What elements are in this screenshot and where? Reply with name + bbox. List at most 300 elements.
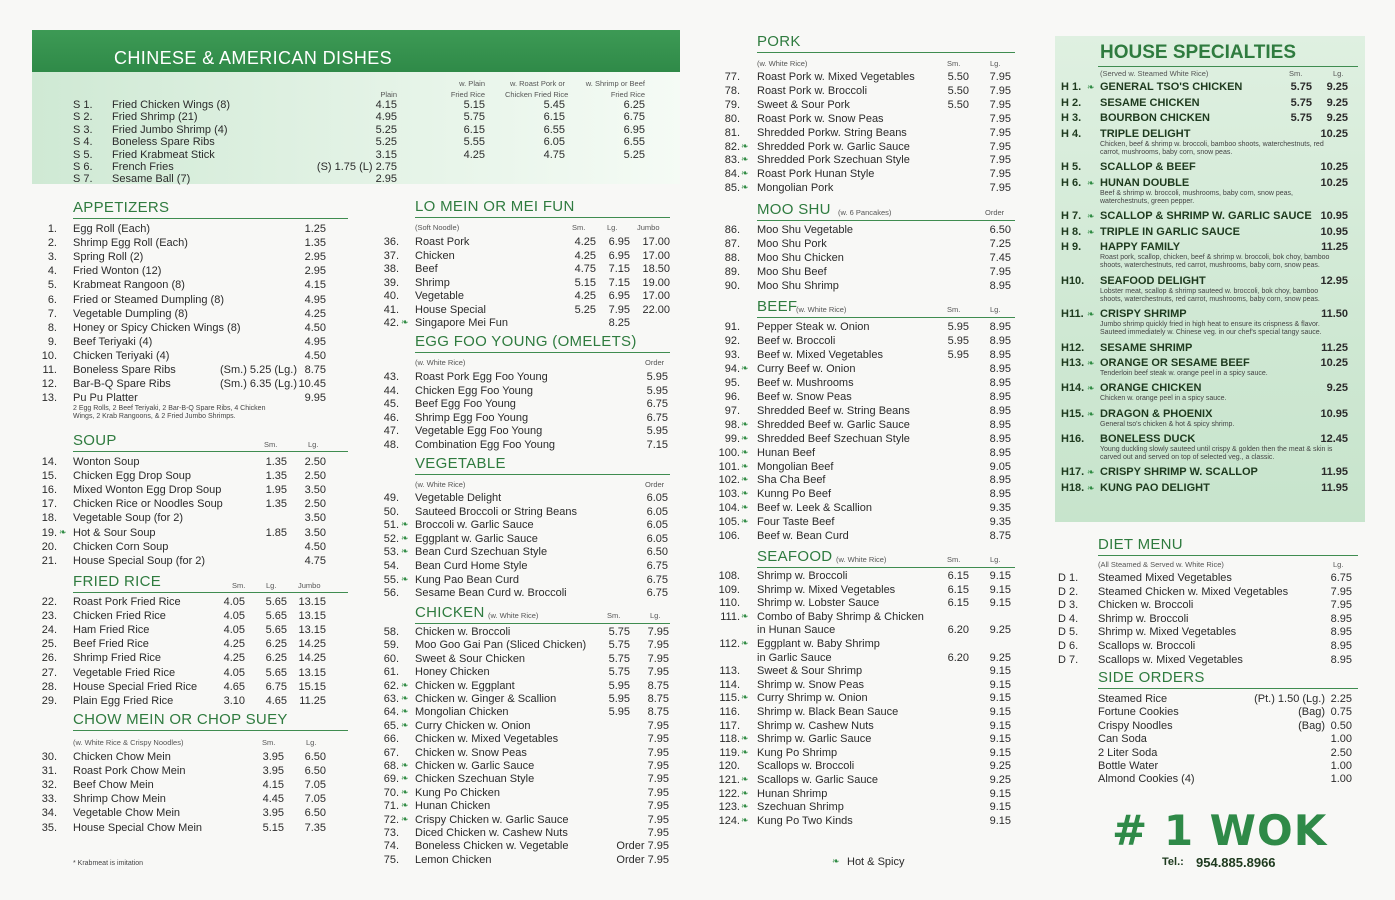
menu-item-name: Beef w. Leek & Scallion <box>757 502 872 515</box>
section-title: SEAFOOD <box>757 548 833 565</box>
menu-item-number: 2. <box>47 237 57 250</box>
menu-item-price: 5.65 <box>265 624 287 637</box>
menu-item-price: 5.15 <box>463 99 485 111</box>
menu-item-code: S 2. <box>73 111 93 124</box>
menu-item-number: 116. <box>719 706 740 718</box>
menu-item-name: Eggplant w. Garlic Sauce <box>415 532 538 545</box>
menu-item-number: 49. <box>383 492 399 504</box>
menu-item-name: French Fries <box>112 161 174 173</box>
menu-item-number: 25. <box>41 638 57 651</box>
menu-item-number: 1. <box>47 223 57 235</box>
menu-item-name: Eggplant w. Baby Shrimp <box>757 638 880 650</box>
menu-item-name: Shrimp w. Lobster Sauce <box>757 597 880 610</box>
menu-item-name: Moo Shu Vegetable <box>757 224 854 236</box>
menu-item-price: 5.50 <box>947 71 969 83</box>
item-description: Beef & shrimp w. broccoli, mushrooms, baby corn, snow peas, waterchestnuts, green pepper. <box>1100 189 1293 205</box>
menu-item-name: Mongolian Beef <box>757 460 834 473</box>
menu-item-price: 7.35 <box>304 821 326 834</box>
menu-item-price: 3.15 <box>375 148 397 161</box>
menu-item-price: 9.35 <box>989 516 1011 529</box>
menu-item-name: Boneless Spare Ribs <box>73 364 176 376</box>
menu-item-price: 5.75 <box>608 639 630 652</box>
menu-item-price: 2.50 <box>304 498 326 511</box>
menu-item-number: 61. <box>383 666 399 679</box>
chili-pepper-icon: ❧ <box>401 693 409 703</box>
menu-item-price: 9.15 <box>989 570 1011 582</box>
item-description: Lobster meat, scallop & shrimp sauteed w. broccoli, bok choy, bamboo shoots, waterchestnuts, red carrot, mushrooms, baby corn, snow peas. <box>1100 287 1320 303</box>
menu-item-price: 10.95 <box>1320 407 1348 420</box>
menu-item-price: 8.25 <box>608 317 630 329</box>
chili-pepper-icon: ❧ <box>1087 177 1095 188</box>
column-header: Chicken Fried Rice <box>505 90 569 99</box>
chili-pepper-icon: ❧ <box>401 679 409 690</box>
column-header: Sm. <box>572 223 586 232</box>
menu-item-price: 9.15 <box>989 706 1011 718</box>
menu-item-code: H17. <box>1061 466 1085 479</box>
menu-item-price: 9.25 <box>989 774 1011 786</box>
menu-item-name: Wonton Soup <box>73 456 140 468</box>
menu-item-name: Egg Roll (Each) <box>73 223 151 235</box>
menu-item-name: Beef Egg Foo Young <box>415 398 516 410</box>
section-title: HOUSE SPECIALTIES <box>1100 42 1297 63</box>
section-title: LO MEIN OR MEI FUN <box>415 198 575 215</box>
menu-item-code: H 2. <box>1061 96 1082 109</box>
menu-item-price: 1.35 <box>265 470 287 483</box>
menu-item-price: 5.75 <box>608 652 630 665</box>
item-subtitle: (w. White Rice) <box>836 555 887 564</box>
menu-item-name: Shrimp Egg Foo Young <box>415 411 529 424</box>
menu-item-name: Mongolian Chicken <box>415 706 509 719</box>
menu-item-price: 10.95 <box>1320 225 1348 238</box>
menu-item-name: Shrimp w. Snow Peas <box>757 678 864 691</box>
menu-item-name: Scallops w. Broccoli <box>1098 640 1196 652</box>
menu-item-price: 4.25 <box>463 148 485 161</box>
menu-item-name: Sesame Ball (7) <box>112 173 191 186</box>
menu-item-name: ORANGE OR SESAME BEEF <box>1100 357 1250 370</box>
menu-item-price: 6.15 <box>947 597 969 610</box>
menu-item-name: SCALLOP & SHRIMP W. GARLIC SAUCE <box>1100 210 1312 223</box>
menu-item-price: 7.15 <box>608 263 630 275</box>
column-header: Lg. <box>650 611 661 620</box>
menu-item-number: 66. <box>383 733 399 746</box>
menu-item-number: 23. <box>41 610 57 623</box>
item-subtitle: (w. White Rice) <box>796 305 847 314</box>
menu-item-price: 5.95 <box>608 693 630 705</box>
menu-item-number: 11. <box>42 364 57 376</box>
menu-item-name: House Special Fried Rice <box>73 680 198 693</box>
section-title: VEGETABLE <box>415 455 506 472</box>
menu-item-price: 9.25 <box>989 760 1011 773</box>
menu-item-name: Beef Teriyaki (4) <box>73 335 153 348</box>
menu-item-price: 17.00 <box>642 236 670 248</box>
menu-item-name: Chicken Corn Soup <box>73 540 169 553</box>
menu-item-price: 6.05 <box>646 519 668 532</box>
menu-item-name: Plain Egg Fried Rice <box>73 694 174 707</box>
menu-item-price: 8.95 <box>1330 653 1352 666</box>
menu-item-name: Hunan Shrimp <box>757 787 828 800</box>
menu-item-name: Beef w. Mushrooms <box>757 376 854 389</box>
menu-item-price: 4.05 <box>223 624 245 637</box>
menu-item-number: 86. <box>724 224 740 236</box>
menu-item-price: 7.25 <box>989 238 1011 250</box>
menu-item-name: Vegetable Dumpling (8) <box>73 307 188 320</box>
menu-item-name: SESAME SHRIMP <box>1100 341 1193 354</box>
menu-item-name: Sesame Bean Curd w. Broccoli <box>415 587 567 600</box>
menu-item-name: Chicken Egg Foo Young <box>415 384 534 397</box>
menu-item-name: House Special Chow Mein <box>73 821 203 834</box>
menu-item-price: 9.15 <box>989 814 1011 827</box>
section-title: MOO SHU <box>757 201 831 218</box>
menu-item-price: 7.45 <box>989 252 1011 264</box>
menu-item-number: 55. <box>383 573 399 586</box>
section-title: CHINESE & AMERICAN DISHES <box>114 48 393 68</box>
menu-item-number: 114. <box>719 678 740 691</box>
menu-item-size-price: (Sm.) 5.25 (Lg.) <box>219 364 297 376</box>
menu-item-number: 90. <box>724 280 740 292</box>
menu-item-price: 7.95 <box>647 626 669 638</box>
menu-item-price: 7.95 <box>608 303 630 316</box>
section-title: FRIED RICE <box>73 573 162 590</box>
menu-item-price: 5.95 <box>947 348 969 361</box>
column-header: Sm. <box>607 611 621 620</box>
chili-pepper-icon: ❧ <box>741 801 749 812</box>
chili-pepper-icon: ❧ <box>401 317 409 327</box>
menu-item-number: 104. <box>718 502 740 515</box>
menu-item-name: Beef w. Mixed Vegetables <box>757 348 883 361</box>
menu-item-name: Chicken Egg Drop Soup <box>73 470 192 483</box>
menu-item-number: 93. <box>724 348 740 361</box>
menu-item-number: 35. <box>41 821 57 834</box>
menu-item-price: 4.65 <box>265 694 287 707</box>
menu-item-number: 12. <box>41 378 57 391</box>
menu-item-name: Kung Po Shrimp <box>757 746 838 759</box>
menu-item-price: 5.95 <box>646 371 668 383</box>
menu-item-price: 7.95 <box>1330 599 1352 612</box>
menu-item-price: 6.25 <box>265 638 287 651</box>
menu-item-price: 7.95 <box>647 813 669 826</box>
menu-item-name: Chicken Szechuan Style <box>415 773 535 786</box>
menu-item-name: Shrimp Fried Rice <box>73 652 162 665</box>
column-header: Sm. <box>1289 69 1303 78</box>
menu-item-price: 7.05 <box>304 793 326 806</box>
menu-item-price: 12.95 <box>1320 274 1348 287</box>
menu-item-price: 17.00 <box>642 290 670 302</box>
menu-item-number: 52. <box>383 532 399 545</box>
menu-item-name: Kunng Po Beef <box>757 488 832 501</box>
section-divider <box>415 474 670 475</box>
chili-pepper-icon: ❧ <box>401 532 409 543</box>
menu-item-price: 9.25 <box>1326 112 1348 125</box>
menu-item-price: 13.15 <box>298 596 326 608</box>
menu-item-name: Vegetable Delight <box>415 492 502 504</box>
chili-pepper-icon: ❧ <box>741 814 749 825</box>
menu-item-name: Boneless Spare Ribs <box>112 136 215 149</box>
menu-item-price: 5.95 <box>608 706 630 719</box>
chili-pepper-icon: ❧ <box>741 787 749 798</box>
column-header: Sm. <box>232 581 246 590</box>
menu-item-price: 1.85 <box>265 526 287 539</box>
menu-item-name: Chicken w. Ginger & Scallion <box>415 693 557 705</box>
menu-item-price: 4.05 <box>223 610 245 623</box>
menu-item-price: 8.95 <box>989 280 1011 292</box>
menu-item-name: Broccoli w. Garlic Sauce <box>415 519 534 532</box>
column-header: Sm. <box>947 555 961 564</box>
menu-item-price: 14.25 <box>298 652 326 665</box>
menu-item-size-price: (Bag) <box>1298 719 1325 732</box>
menu-item-price: 3.95 <box>262 765 284 778</box>
section-divider <box>73 730 348 731</box>
menu-item-name: Spring Roll (2) <box>73 251 144 264</box>
menu-item-name: Steamed Rice <box>1098 693 1168 705</box>
menu-item-price: 8.95 <box>1330 612 1352 625</box>
menu-item-name: Szechuan Shrimp <box>757 801 844 814</box>
menu-item-name: Shredded Pork w. Garlic Sauce <box>757 140 910 153</box>
menu-item-number: 111. <box>720 610 740 623</box>
menu-item-number: 68. <box>383 760 399 772</box>
menu-item-number: 26. <box>41 652 57 665</box>
menu-item-number: 87. <box>724 238 740 250</box>
menu-item-code: D 7. <box>1058 653 1079 666</box>
menu-item-price: 8.75 <box>989 530 1011 543</box>
menu-item-price: 6.55 <box>623 136 645 149</box>
menu-item-name: Roast Pork Fried Rice <box>73 596 181 608</box>
menu-item-price: 6.05 <box>543 136 565 149</box>
menu-item-price: 7.95 <box>647 652 669 665</box>
menu-item-number: 51. <box>383 519 399 532</box>
item-subtitle: (w. White Rice) <box>757 59 808 68</box>
menu-item-price: 7.95 <box>647 760 669 772</box>
menu-item-name: Krabmeat Rangoon (8) <box>73 279 185 292</box>
menu-item-price: 6.20 <box>947 651 969 664</box>
column-header: w. Roast Pork or <box>509 79 565 88</box>
menu-item-price: 11.25 <box>1321 341 1348 354</box>
menu-item-name: Crispy Noodles <box>1098 719 1173 732</box>
chili-pepper-icon: ❧ <box>401 719 409 730</box>
column-header: Sm. <box>264 440 278 449</box>
menu-item-number: 70. <box>383 786 399 799</box>
menu-item-name: CRISPY SHRIMP W. SCALLOP <box>1100 466 1258 479</box>
menu-item-price: 2.25 <box>1330 693 1352 705</box>
chili-pepper-icon: ❧ <box>401 519 409 530</box>
menu-item-number: 83. <box>724 154 740 167</box>
menu-item-price: 6.75 <box>646 573 668 586</box>
menu-item-number: 64. <box>383 706 399 719</box>
menu-item-number: 85. <box>724 182 740 195</box>
menu-item-price: 4.25 <box>574 236 596 248</box>
menu-item-code: H15. <box>1061 407 1085 420</box>
menu-item-number: 106. <box>718 530 740 543</box>
legend-label: Hot & Spicy <box>847 856 905 868</box>
item-subtitle: (All Steamed & Served w. White Rice) <box>1098 560 1224 569</box>
column-header: Lg. <box>1333 69 1344 78</box>
section-divider <box>415 623 670 624</box>
menu-item-number: 75. <box>383 853 399 866</box>
menu-item-price: 8.95 <box>989 432 1011 445</box>
menu-item-name: Moo Goo Gai Pan (Sliced Chicken) <box>415 639 587 652</box>
menu-item-name: Shredded Pork Szechuan Style <box>757 154 910 167</box>
menu-item-code: H 6. <box>1061 176 1082 189</box>
menu-item-price: 6.50 <box>304 765 326 778</box>
menu-item-price: 9.25 <box>989 651 1011 664</box>
chili-pepper-icon: ❧ <box>1087 482 1095 493</box>
menu-item-number: 42. <box>383 317 399 329</box>
item-description: Chicken w. orange peel in a spicy sauce. <box>1100 395 1227 403</box>
menu-item-code: H 7. <box>1061 210 1082 223</box>
menu-item-name: 2 Liter Soda <box>1098 746 1158 759</box>
item-subtitle: (w. White Rice & Crispy Noodles) <box>73 738 184 747</box>
menu-item-code: H 5. <box>1061 161 1082 174</box>
chili-pepper-icon: ❧ <box>741 460 749 471</box>
menu-item-price: 4.05 <box>223 596 245 608</box>
menu-item-price: 7.95 <box>989 154 1011 167</box>
menu-item-name: Ham Fried Rice <box>73 624 150 637</box>
menu-item-code: H 4. <box>1061 127 1082 140</box>
menu-item-number: 30. <box>41 751 57 763</box>
item-subtitle: (w. White Rice) <box>415 358 466 367</box>
column-header: Order <box>645 358 665 367</box>
menu-item-price: 9.25 <box>1326 96 1348 109</box>
menu-item-name: Pu Pu Platter <box>73 392 138 405</box>
item-description: Tenderloin beef steak w. orange peel in a spicy sauce. <box>1100 370 1268 378</box>
menu-item-name: Sweet & Sour Chicken <box>415 652 526 665</box>
menu-item-name: Roast Pork w. Broccoli <box>757 84 868 97</box>
menu-item-price: 7.95 <box>989 112 1011 125</box>
chili-pepper-icon: ❧ <box>1087 383 1095 394</box>
menu-item-name: Bar-B-Q Spare Ribs <box>73 378 171 391</box>
chili-pepper-icon: ❧ <box>401 786 409 797</box>
menu-item-number: 109. <box>718 583 740 596</box>
item-description: Roast pork, scallop, chicken, beef & shrimp w. broccoli, bok choy, bamboo shoots, waterchestnuts, red carrot, mushrooms, baby corn, snow peas. <box>1100 254 1330 270</box>
menu-item-price: 4.95 <box>375 111 397 124</box>
menu-item-price: 10.45 <box>298 378 326 391</box>
chili-pepper-icon: ❧ <box>741 774 749 784</box>
menu-item-name: Sha Cha Beef <box>757 474 826 487</box>
menu-item-name: Fried Krabmeat Stick <box>112 148 215 161</box>
menu-item-number: 19. <box>41 526 57 539</box>
item-subtitle: (w. 6 Pancakes) <box>838 208 892 217</box>
menu-item-price: 7.95 <box>989 168 1011 181</box>
menu-item-price: 9.05 <box>989 460 1011 473</box>
menu-item-number: 97. <box>724 404 740 417</box>
menu-item-price: 9.15 <box>989 665 1011 678</box>
menu-item-number: 118. <box>719 733 740 746</box>
menu-item-price: 4.25 <box>304 307 326 320</box>
chili-pepper-icon: ❧ <box>741 182 749 193</box>
menu-item-price: 4.50 <box>304 321 326 334</box>
menu-item-price: 7.95 <box>647 827 669 839</box>
menu-item-name: Sauteed Broccoli or String Beans <box>415 505 578 518</box>
menu-item-price: 13.15 <box>298 610 326 623</box>
menu-item-name: Combination Egg Foo Young <box>415 438 556 451</box>
column-header: Lg. <box>990 305 1001 314</box>
menu-item-name: Sweet & Sour Shrimp <box>757 665 863 678</box>
menu-item-code: D 4. <box>1058 612 1079 625</box>
chili-pepper-icon: ❧ <box>741 432 749 443</box>
menu-item-price: 6.50 <box>989 224 1011 236</box>
menu-item-price: 8.95 <box>989 362 1011 375</box>
column-header: Order <box>985 208 1005 217</box>
menu-item-number: 4. <box>47 265 57 278</box>
menu-item-name: Chicken w. Mixed Vegetables <box>415 733 559 746</box>
menu-item-price: 7.95 <box>647 773 669 786</box>
menu-item-code: S 5. <box>73 148 93 161</box>
menu-item-number: 50. <box>383 505 399 518</box>
item-subtitle: (Served w. Steamed White Rice) <box>1100 69 1209 78</box>
menu-item-price: 17.00 <box>642 249 670 262</box>
menu-item-number: 32. <box>41 779 57 792</box>
menu-item-code: H 8. <box>1061 225 1082 238</box>
menu-item-price: 8.75 <box>647 706 669 719</box>
menu-item-price: 5.15 <box>574 276 596 289</box>
menu-item-number: 113. <box>719 665 740 678</box>
menu-item-code: H14. <box>1061 382 1085 395</box>
menu-item-name: Shrimp Chow Mein <box>73 793 166 806</box>
menu-item-price: 9.15 <box>989 719 1011 732</box>
menu-item-name: Roast Pork <box>415 236 470 248</box>
menu-item-price: 5.65 <box>265 610 287 623</box>
menu-item-price: 4.65 <box>223 680 245 693</box>
menu-item-name: Chicken w. Broccoli <box>1098 599 1194 612</box>
menu-item-price: 2.95 <box>304 251 326 264</box>
menu-item-number: 74. <box>383 840 399 853</box>
menu-item-price: 6.75 <box>646 560 668 572</box>
menu-item-price: 4.45 <box>262 793 284 806</box>
item-description: General tso's chicken & hot & spicy shrimp. <box>1100 420 1235 428</box>
menu-item-name: Combo of Baby Shrimp & Chicken <box>757 610 924 623</box>
menu-item-price: 5.75 <box>1290 112 1312 125</box>
menu-item-number: 123. <box>718 801 740 814</box>
menu-item-name: Hunan Beef <box>757 446 816 459</box>
menu-item-code: D 1. <box>1058 572 1079 584</box>
section-divider <box>73 218 348 219</box>
menu-item-name: Shrimp w. Mixed Vegetables <box>757 583 896 596</box>
column-header: Lg. <box>990 59 1001 68</box>
menu-item-name: TRIPLE DELIGHT <box>1100 127 1191 140</box>
menu-item-price: 9.35 <box>989 502 1011 515</box>
menu-item-number: 71. <box>383 800 399 813</box>
menu-item-number: 101. <box>718 460 740 473</box>
menu-item-price: 11.25 <box>299 694 326 707</box>
section-divider <box>757 317 1015 318</box>
menu-item-name: HAPPY FAMILY <box>1100 241 1181 254</box>
menu-item-price: 6.15 <box>947 583 969 596</box>
menu-item-name: KUNG PAO DELIGHT <box>1100 481 1210 494</box>
menu-item-name: DRAGON & PHOENIX <box>1100 407 1213 420</box>
menu-item-name: Shredded Beef w. String Beans <box>757 404 910 417</box>
menu-item-name: Steamed Chicken w. Mixed Vegetables <box>1098 585 1289 598</box>
menu-item-price: 5.50 <box>947 98 969 111</box>
item-description: Young duckling slowly sauteed until crispy & golden then the meat & skin is carved out and served on top of selected veg., a classic. <box>1100 445 1333 461</box>
menu-item-name: CRISPY SHRIMP <box>1100 308 1187 321</box>
menu-item-number: 69. <box>383 773 399 786</box>
menu-item-price: 1.95 <box>265 484 287 497</box>
menu-item-price: 5.95 <box>608 679 630 692</box>
menu-item-number: 73. <box>383 827 399 839</box>
menu-item-name: Curry Shrimp w. Onion <box>757 692 868 705</box>
menu-item-number: 80. <box>724 112 740 125</box>
menu-item-number: 88. <box>724 252 740 264</box>
menu-item-name: Shrimp w. Broccoli <box>757 570 848 582</box>
menu-item-name: Kung Pao Bean Curd <box>415 573 519 586</box>
menu-item-name: Chicken Teriyaki (4) <box>73 349 170 362</box>
menu-item-name: SEAFOOD DELIGHT <box>1100 274 1206 287</box>
section-title: CHICKEN <box>415 604 485 621</box>
menu-item-price: 11.95 <box>1321 466 1348 479</box>
menu-item-price: 5.25 <box>375 123 397 136</box>
menu-item-number: 21. <box>41 554 57 567</box>
menu-item-name: Four Taste Beef <box>757 516 835 529</box>
menu-item-name: Scallops w. Garlic Sauce <box>757 774 879 786</box>
